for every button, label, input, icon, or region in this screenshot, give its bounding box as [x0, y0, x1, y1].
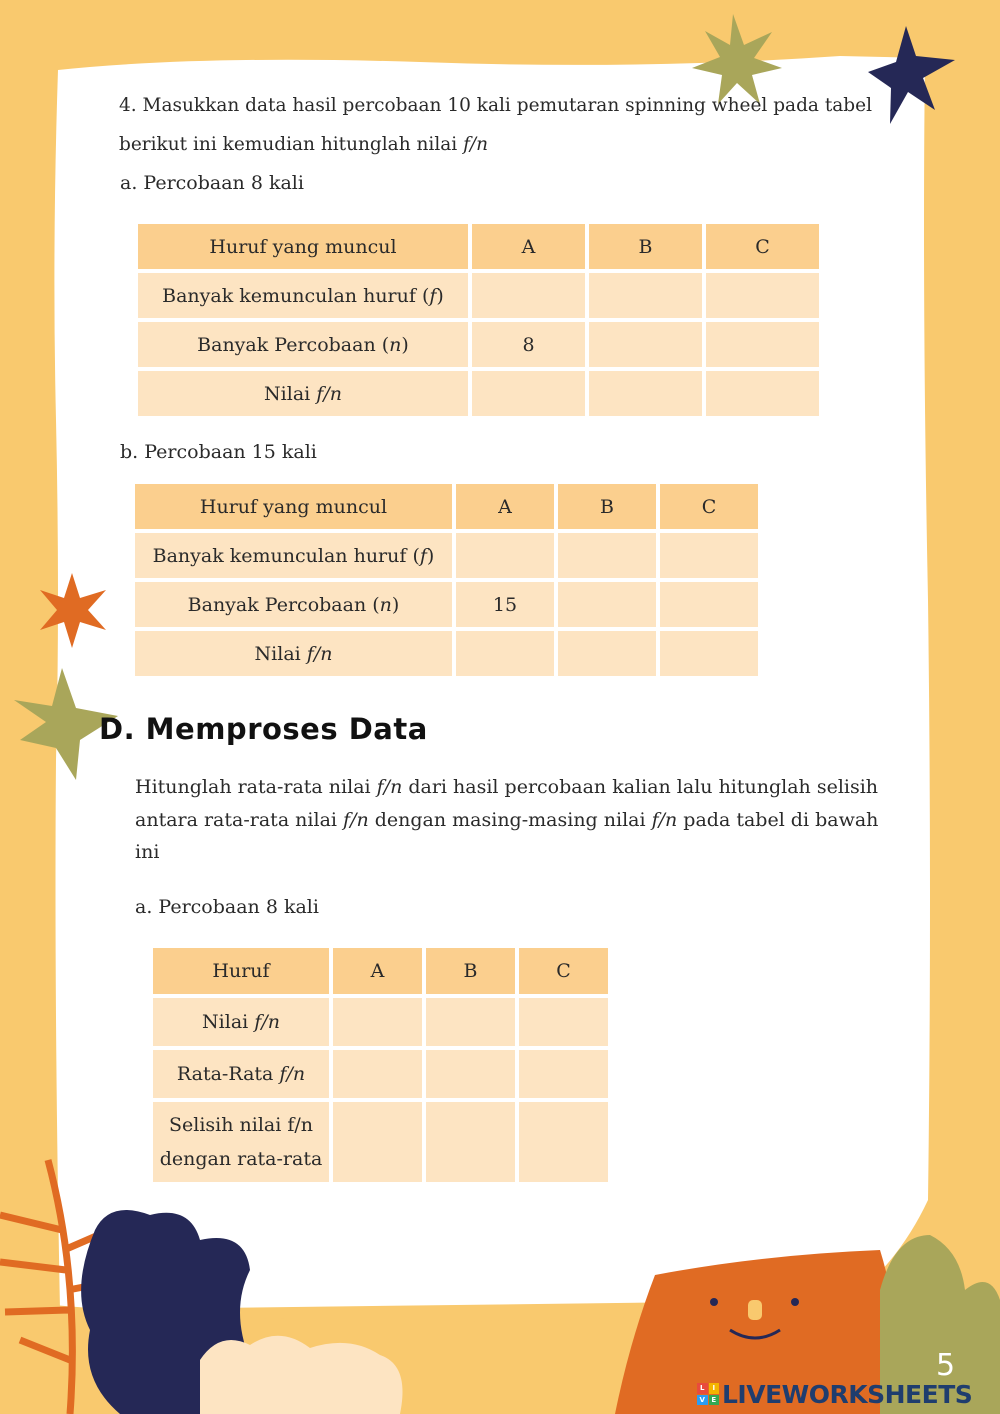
answer-cell[interactable] — [589, 322, 702, 367]
answer-cell[interactable] — [456, 533, 554, 578]
row-label: Banyak kemunculan huruf (f) — [138, 273, 468, 318]
section-d-heading: D. Memproses Data — [99, 712, 428, 746]
page-number: 5 — [936, 1348, 956, 1383]
answer-cell[interactable] — [333, 1102, 422, 1182]
section-d-part-a-label: a. Percobaan 8 kali — [135, 896, 319, 918]
header-cell: Huruf — [153, 948, 329, 994]
header-cell: B — [426, 948, 515, 994]
answer-cell[interactable] — [426, 1102, 515, 1182]
header-cell: B — [558, 484, 656, 529]
table-header-row — [135, 484, 758, 529]
table-memproses-data — [149, 944, 612, 1186]
table-percobaan-15 — [131, 480, 762, 680]
answer-cell[interactable] — [519, 1102, 608, 1182]
answer-cell[interactable] — [706, 371, 819, 416]
answer-cell[interactable] — [426, 1050, 515, 1098]
table-header-row — [138, 224, 819, 269]
question-4-text: 4. Masukkan data hasil percobaan 10 kali pemutaran spinning wheel pada tabel berikut ini kemudian hitunglah nilai f/n — [119, 95, 872, 155]
row-label: Nilai f/n — [138, 371, 468, 416]
answer-cell[interactable] — [519, 998, 608, 1046]
answer-cell[interactable] — [558, 533, 656, 578]
section-d-paragraph: Hitunglah rata-rata nilai f/n dari hasil percobaan kalian lalu hitunglah selisih antara rata-rata nilai f/n dengan masing-masing nilai f/n pada tabel di bawah ini — [135, 776, 879, 863]
answer-cell[interactable] — [426, 998, 515, 1046]
answer-cell[interactable] — [660, 533, 758, 578]
answer-cell[interactable] — [558, 631, 656, 676]
table-row — [138, 273, 819, 318]
header-cell: A — [472, 224, 585, 269]
table-row — [135, 582, 758, 627]
answer-cell[interactable] — [333, 1050, 422, 1098]
part-a-label: a. Percobaan 8 kali — [120, 172, 304, 194]
header-cell: B — [589, 224, 702, 269]
answer-cell[interactable] — [456, 631, 554, 676]
answer-cell[interactable] — [706, 322, 819, 367]
table-row — [138, 322, 819, 367]
header-cell: Huruf yang muncul — [138, 224, 468, 269]
answer-cell[interactable] — [660, 582, 758, 627]
part-b-label: b. Percobaan 15 kali — [120, 441, 317, 463]
table-row — [153, 998, 608, 1046]
answer-cell[interactable] — [472, 273, 585, 318]
answer-cell[interactable] — [333, 998, 422, 1046]
row-label: Nilai f/n — [135, 631, 452, 676]
header-cell: C — [519, 948, 608, 994]
liveworksheets-logo-icon: L I V E — [697, 1383, 719, 1405]
answer-cell[interactable] — [589, 371, 702, 416]
table-percobaan-8 — [134, 220, 823, 420]
answer-cell[interactable] — [706, 273, 819, 318]
answer-cell[interactable] — [472, 371, 585, 416]
answer-cell[interactable] — [660, 631, 758, 676]
row-label: Nilai f/n — [153, 998, 329, 1046]
row-label: Banyak Percobaan (n) — [138, 322, 468, 367]
table-row — [138, 371, 819, 416]
table-row — [135, 533, 758, 578]
header-cell: A — [333, 948, 422, 994]
table-row — [135, 631, 758, 676]
header-cell: Huruf yang muncul — [135, 484, 452, 529]
header-cell: C — [706, 224, 819, 269]
value-cell: 8 — [472, 322, 585, 367]
answer-cell[interactable] — [558, 582, 656, 627]
row-label: Banyak kemunculan huruf (f) — [135, 533, 452, 578]
header-cell: A — [456, 484, 554, 529]
answer-cell[interactable] — [519, 1050, 608, 1098]
table-header-row — [153, 948, 608, 994]
row-label: Rata-Rata f/n — [153, 1050, 329, 1098]
header-cell: C — [660, 484, 758, 529]
liveworksheets-watermark — [697, 1379, 972, 1409]
value-cell: 15 — [456, 582, 554, 627]
table-row — [153, 1102, 608, 1182]
answer-cell[interactable] — [589, 273, 702, 318]
watermark-text: LIVEWORKSHEETS — [722, 1379, 973, 1409]
table-row — [153, 1050, 608, 1098]
row-label: Selisih nilai f/n dengan rata-rata — [153, 1102, 329, 1182]
row-label: Banyak Percobaan (n) — [135, 582, 452, 627]
